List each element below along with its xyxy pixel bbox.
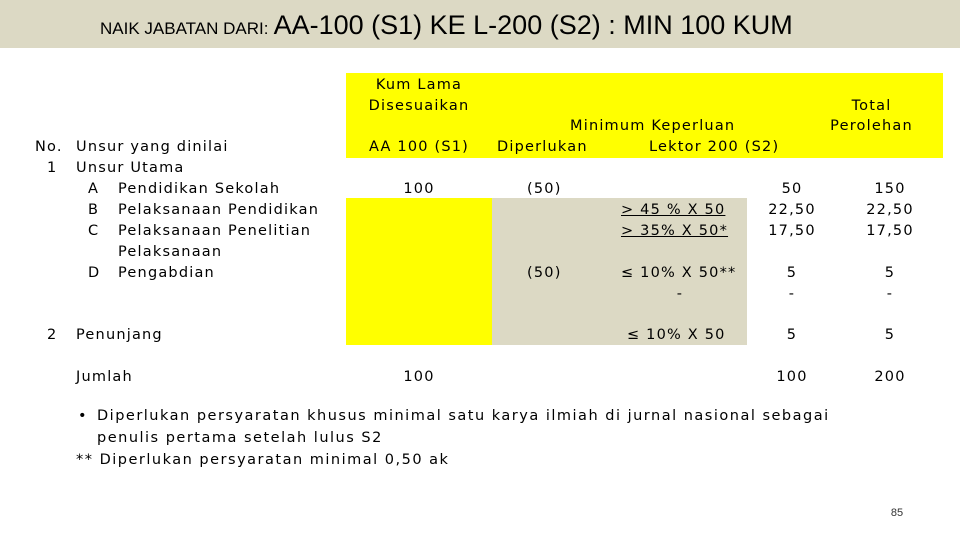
title-prefix: NAIK JABATAN DARI:: [100, 19, 269, 38]
header-kum-lama: Kum Lama: [375, 77, 463, 93]
rowA-letter: A: [88, 181, 100, 197]
jumlah-lektor: 100: [776, 369, 808, 385]
row2-lektor: 5: [786, 327, 798, 343]
header-unsur: Unsur yang dinilai: [76, 139, 229, 155]
page-number: 85: [890, 507, 904, 519]
note1-bullet: •: [78, 408, 89, 424]
header-disesuaikan: Disesuaikan: [368, 98, 470, 114]
rowC-label: Pelaksanaan Penelitian: [118, 223, 312, 239]
rowA-lektor: 50: [781, 181, 803, 197]
row2-minimum: ≤ 10% X 50: [627, 327, 726, 343]
rowA-total: 150: [874, 181, 906, 197]
rowA-diperlukan: (50): [527, 181, 562, 197]
header-minimum-keperluan: Minimum Keperluan: [570, 118, 736, 134]
rowC-lektor: 17,50: [768, 223, 816, 239]
rowD-lektor-dash: -: [788, 286, 796, 302]
kum-lama-column-highlight: [346, 198, 492, 345]
rowC-total: 17,50: [866, 223, 914, 239]
rowD-lektor: 5: [786, 265, 798, 281]
rowD-total-dash: -: [886, 286, 894, 302]
row2-total: 5: [884, 327, 896, 343]
note1-line2: penulis pertama setelah lulus S2: [97, 430, 383, 446]
rowB-minimum: > 45 % X 50: [621, 202, 726, 218]
row1-number: 1: [47, 160, 58, 176]
note1-line1: Diperlukan persyaratan khusus minimal satu karya ilmiah di jurnal nasional sebagai: [97, 408, 830, 424]
rowD-total: 5: [884, 265, 896, 281]
header-lektor: Lektor 200 (S2): [649, 139, 780, 155]
rowB-total: 22,50: [866, 202, 914, 218]
rowD-letter: D: [88, 265, 101, 281]
row2-label: Penunjang: [76, 327, 163, 343]
title-main: AA-100 (S1) KE L-200 (S2) : MIN 100 KUM: [273, 10, 793, 40]
header-diperlukan: Diperlukan: [497, 139, 588, 155]
header-aa100: AA 100 (S1): [368, 139, 470, 155]
rowD-diperlukan: (50): [527, 265, 562, 281]
rowC-minimum: > 35% X 50*: [621, 223, 729, 239]
rowD-minimum-dash: -: [676, 286, 684, 302]
page-title: [100, 10, 793, 41]
rowA-label: Pendidikan Sekolah: [118, 181, 281, 197]
rowD-label-line1: Pelaksanaan: [118, 244, 223, 260]
header-perolehan: Perolehan: [830, 118, 913, 134]
row2-number: 2: [47, 327, 58, 343]
rowB-lektor: 22,50: [768, 202, 816, 218]
jumlah-kum-lama: 100: [403, 369, 435, 385]
header-no: No.: [35, 139, 63, 155]
rowB-label: Pelaksanaan Pendidikan: [118, 202, 320, 218]
header-total: Total: [851, 98, 892, 114]
jumlah-label: Jumlah: [76, 369, 133, 385]
rowA-kum-lama: 100: [403, 181, 435, 197]
jumlah-total: 200: [874, 369, 906, 385]
rowD-label-line2: Pengabdian: [118, 265, 215, 281]
rowD-minimum: ≤ 10% X 50**: [621, 265, 737, 281]
rowB-letter: B: [88, 202, 100, 218]
rowC-letter: C: [88, 223, 100, 239]
note2: ** Diperlukan persyaratan minimal 0,50 ak: [76, 452, 450, 468]
row1-label: Unsur Utama: [76, 160, 185, 176]
